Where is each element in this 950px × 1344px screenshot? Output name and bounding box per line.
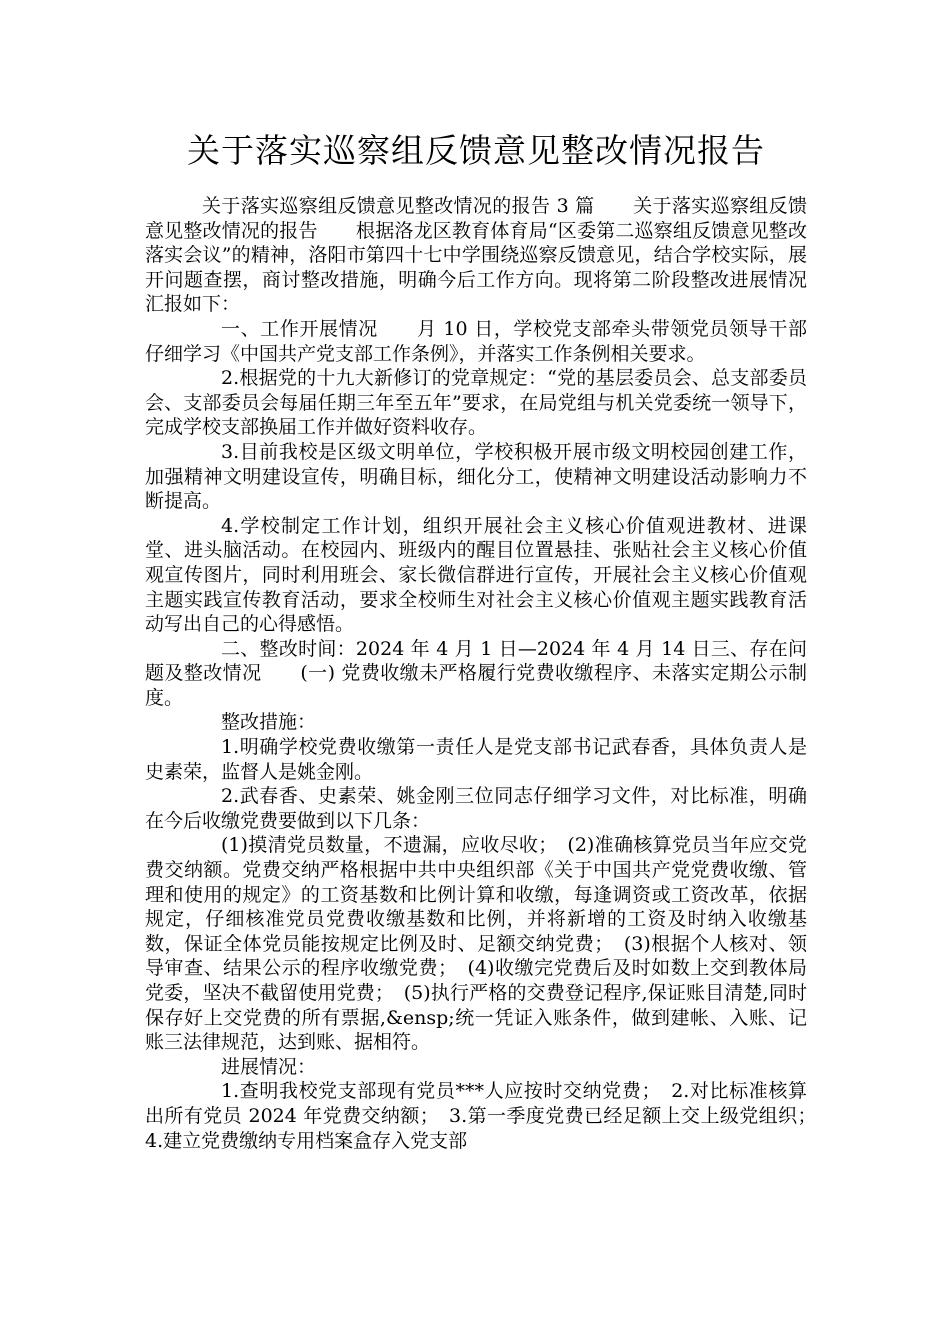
paragraph-progress-items: 1.查明我校党支部现有党员***人应按时交纳党费； 2.对比标准核算出所有党员 2024 年党费交纳额； 3.第一季度党费已经足额上交上级党组织； 4.建立党费缴纳专用档案盒存入党支部 bbox=[145, 1080, 827, 1152]
document-title: 关于落实巡察组反馈意见整改情况报告 bbox=[187, 131, 765, 170]
paragraph-item-4: 4.学校制定工作计划，组织开展社会主义核心价值观进教材、进课堂、进头脑活动。在校园内、班级内的醒目位置悬挂、张贴社会主义核心价值观宣传图片，同时利用班会、家长微信群进行宣传，开展社会主义核心价值观主题实践宣传教育活动，要求全校师生对社会主义核心价值观主题实践教育活动写出自己的心得感悟。 bbox=[145, 514, 807, 636]
paragraph-measure-2: 2.武春香、史素荣、姚金刚三位同志仔细学习文件，对比标准，明确在今后收缴党费要做到以下几条： bbox=[145, 785, 807, 832]
paragraph-work-overview: 一、工作开展情况 月 10 日，学校党支部牵头带领党员领导干部仔细学习《中国共产党支部工作条例》，并落实工作条例相关要求。 bbox=[145, 317, 807, 365]
paragraph-intro: 关于落实巡察组反馈意见整改情况的报告 3 篇 关于落实巡察组反馈意见整改情况的报告 根据洛龙区教育体育局“区委第二巡察组反馈意见整改落实会议”的精神，洛阳市第四十七中学围绕巡察反馈意见，结合学校实际，展开问题查摆，商讨整改措施，明确今后工作方向。现将第二阶段整改进展情况汇报如下： bbox=[145, 195, 807, 316]
paragraph-measures-heading: 整改措施： bbox=[221, 711, 317, 734]
paragraph-measure-1: 1.明确学校党费收缴第一责任人是党支部书记武春香，具体负责人是史素荣，监督人是姚金刚。 bbox=[145, 736, 807, 783]
paragraph-item-2: 2.根据党的十九大新修订的党章规定：“党的基层委员会、总支部委员会、支部委员会每届任期三年至五年”要求，在局党组与机关党委统一领导下，完成学校支部换届工作并做好资料收存。 bbox=[145, 367, 807, 439]
paragraph-rectification-time: 二、整改时间：2024 年 4 月 1 日—2024 年 4 月 14 日三、存在问题及整改情况 (一) 党费收缴未严格履行党费收缴程序、未落实定期公示制度。 bbox=[145, 637, 807, 709]
document-page bbox=[145, 128, 827, 1153]
paragraph-progress-heading: 进展情况： bbox=[221, 1055, 317, 1078]
paragraph-item-3: 3.目前我校是区级文明单位，学校积极开展市级文明校园创建工作，加强精神文明建设宣传，明确目标，细化分工，使精神文明建设活动影响力不断提高。 bbox=[145, 440, 807, 513]
document-body bbox=[145, 194, 827, 1153]
paragraph-measure-details: (1)摸清党员数量，不遗漏，应收尽收； (2)准确核算党员当年应交党费交纳额。党费交纳严格根据中共中央组织部《关于中国共产党党费收缴、管理和使用的规定》的工资基数和比例计算和收缴，每逢调资或工资改革，依据规定，仔细核准党员党费收缴基数和比例，并将新增的工资及时纳入收缴基数，保证全体党员能按规定比例及时、足额交纳党费； (3)根据个人核对、领导审查、结果公示的程序收缴党费； (4)收缴完党费后及时如数上交到教体局党委，坚决不截留使用党费； (5)执行严格的交费登记程序,保证账目清楚,同时保存好上交党费的所有票据,&ensp;统一凭证入账条件，做到建帐、入账、记账三法律规范，达到账、据相符。 bbox=[145, 834, 807, 1054]
